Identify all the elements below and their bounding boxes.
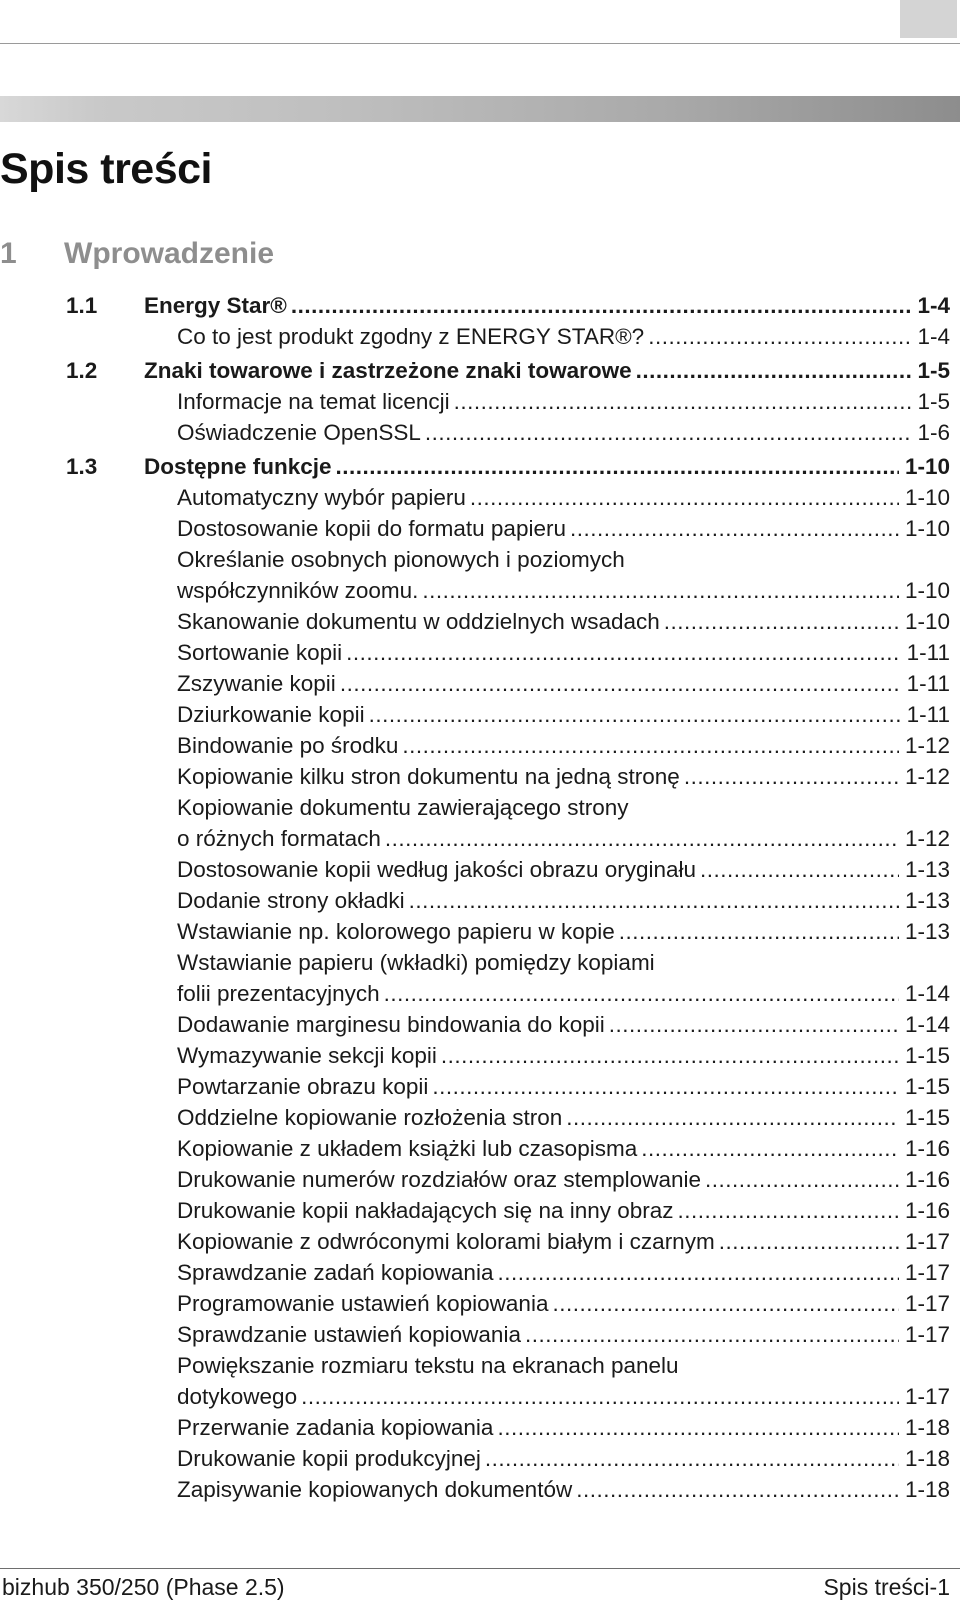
footer-rule bbox=[0, 1568, 960, 1569]
toc-entry-label: Wstawianie papieru (wkładki) pomiędzy kopiami bbox=[177, 950, 655, 975]
toc-page-number: 1-5 bbox=[917, 389, 950, 414]
toc-page-number: 1-16 bbox=[904, 1136, 950, 1161]
toc-entry[interactable] bbox=[0, 761, 960, 792]
toc-page-number: 1-13 bbox=[904, 919, 950, 944]
toc-entry[interactable] bbox=[0, 1133, 960, 1164]
toc-entry-label: Zapisywanie kopiowanych dokumentów bbox=[177, 1477, 573, 1502]
toc-entry[interactable] bbox=[0, 575, 960, 606]
toc-entry-label: Sprawdzanie ustawień kopiowania bbox=[177, 1322, 521, 1347]
dot-leader bbox=[566, 513, 899, 544]
toc-page-number: 1-18 bbox=[904, 1477, 950, 1502]
toc-entry-label: Dodanie strony okładki bbox=[177, 888, 405, 913]
toc-page-number: 1-12 bbox=[904, 733, 950, 758]
toc-section-entry[interactable] bbox=[0, 355, 960, 386]
dot-leader bbox=[342, 637, 901, 668]
toc-entry[interactable] bbox=[0, 1226, 960, 1257]
dot-leader bbox=[493, 1412, 899, 1443]
toc-page-number: 1-5 bbox=[917, 358, 950, 383]
dot-leader bbox=[493, 1257, 898, 1288]
toc-entry-label: Powtarzanie obrazu kopii bbox=[177, 1074, 429, 1099]
toc-entry[interactable] bbox=[0, 1009, 960, 1040]
toc-entry-label: dotykowego bbox=[177, 1384, 298, 1409]
toc-entry-label: Sortowanie kopii bbox=[177, 640, 343, 665]
toc-entry-wrapped[interactable] bbox=[0, 792, 960, 823]
toc-page-number: 1-17 bbox=[904, 1260, 950, 1285]
toc-page-number: 1-4 bbox=[917, 293, 950, 318]
dot-leader bbox=[615, 916, 899, 947]
header-rule bbox=[0, 43, 960, 44]
toc-section-number: 1.3 bbox=[66, 454, 98, 479]
toc-page-number: 1-14 bbox=[904, 1012, 950, 1037]
toc-page-number: 1-15 bbox=[904, 1043, 950, 1068]
toc-entry[interactable] bbox=[0, 668, 960, 699]
toc-entry-label: Kopiowanie kilku stron dokumentu na jedną stronę bbox=[177, 764, 680, 789]
dot-leader bbox=[428, 1071, 899, 1102]
toc-entry-label: Drukowanie kopii produkcyjnej bbox=[177, 1446, 481, 1471]
dot-leader bbox=[572, 1474, 899, 1505]
toc-entry[interactable] bbox=[0, 885, 960, 916]
toc-entry-label: Dostosowanie kopii do formatu papieru bbox=[177, 516, 566, 541]
dot-leader bbox=[644, 321, 911, 352]
footer-product: bizhub 350/250 (Phase 2.5) bbox=[2, 1574, 285, 1600]
toc-section-entry[interactable] bbox=[0, 451, 960, 482]
dot-leader bbox=[381, 823, 899, 854]
toc-section-number: 1.1 bbox=[66, 293, 98, 318]
dot-leader bbox=[287, 290, 912, 321]
toc-entry-label: Programowanie ustawień kopiowania bbox=[177, 1291, 549, 1316]
toc-page-number: 1-14 bbox=[904, 981, 950, 1006]
toc-entry[interactable] bbox=[0, 1102, 960, 1133]
dot-leader bbox=[380, 978, 899, 1009]
toc-page-number: 1-17 bbox=[904, 1322, 950, 1347]
toc-entry-label: Powiększanie rozmiaru tekstu na ekranach panelu bbox=[177, 1353, 679, 1378]
toc-page-number: 1-15 bbox=[904, 1074, 950, 1099]
toc-entry-label: Bindowanie po środku bbox=[177, 733, 399, 758]
toc-entry[interactable] bbox=[0, 1412, 960, 1443]
toc-entry-wrapped[interactable] bbox=[0, 947, 960, 978]
toc-page-number: 1-11 bbox=[906, 702, 950, 727]
toc-page-number: 1-11 bbox=[906, 640, 950, 665]
header-gradient-bar bbox=[0, 96, 960, 122]
toc-entry[interactable] bbox=[0, 386, 960, 417]
toc-page-number: 1-10 bbox=[904, 609, 950, 634]
dot-leader bbox=[521, 1319, 899, 1350]
toc-entry[interactable] bbox=[0, 1195, 960, 1226]
dot-leader bbox=[418, 575, 899, 606]
toc-page-number: 1-10 bbox=[904, 454, 950, 479]
toc-entry[interactable] bbox=[0, 637, 960, 668]
dot-leader bbox=[548, 1288, 898, 1319]
footer-page-number: Spis treści-1 bbox=[823, 1574, 950, 1600]
toc-entry-label: Informacje na temat licencji bbox=[177, 389, 450, 414]
toc-entry[interactable] bbox=[0, 854, 960, 885]
toc-page-number: 1-17 bbox=[904, 1229, 950, 1254]
dot-leader bbox=[637, 1133, 899, 1164]
toc-page-number: 1-18 bbox=[904, 1415, 950, 1440]
toc-page-number: 1-10 bbox=[904, 485, 950, 510]
toc-page-number: 1-13 bbox=[904, 857, 950, 882]
toc-page-number: 1-12 bbox=[904, 764, 950, 789]
toc-entry[interactable] bbox=[0, 482, 960, 513]
table-of-contents bbox=[0, 290, 960, 1505]
toc-entry-label: Dostosowanie kopii według jakości obrazu oryginału bbox=[177, 857, 697, 882]
toc-entry-label: Automatyczny wybór papieru bbox=[177, 485, 466, 510]
toc-entry[interactable] bbox=[0, 1474, 960, 1505]
toc-entry[interactable] bbox=[0, 417, 960, 448]
toc-entry[interactable] bbox=[0, 823, 960, 854]
dot-leader bbox=[632, 355, 912, 386]
toc-entry[interactable] bbox=[0, 1040, 960, 1071]
dot-leader bbox=[605, 1009, 899, 1040]
toc-entry-label: Wstawianie np. kolorowego papieru w kopie bbox=[177, 919, 615, 944]
toc-entry-label: Dostępne funkcje bbox=[144, 454, 332, 479]
chapter-title: Wprowadzenie bbox=[64, 237, 275, 270]
toc-entry-label: Zszywanie kopii bbox=[177, 671, 336, 696]
toc-entry-label: Znaki towarowe i zastrzeżone znaki towarowe bbox=[144, 358, 632, 383]
dot-leader bbox=[437, 1040, 899, 1071]
toc-entry-wrapped[interactable] bbox=[0, 544, 960, 575]
toc-entry-label: Energy Star® bbox=[144, 293, 287, 318]
dot-leader bbox=[715, 1226, 899, 1257]
dot-leader bbox=[297, 1381, 899, 1412]
toc-entry-label: Dodawanie marginesu bindowania do kopii bbox=[177, 1012, 605, 1037]
dot-leader bbox=[421, 417, 912, 448]
toc-entry[interactable] bbox=[0, 1319, 960, 1350]
toc-entry-label: Wymazywanie sekcji kopii bbox=[177, 1043, 437, 1068]
toc-entry-label: Oświadczenie OpenSSL bbox=[177, 420, 421, 445]
toc-entry[interactable] bbox=[0, 1257, 960, 1288]
dot-leader bbox=[696, 854, 899, 885]
toc-page-number: 1-13 bbox=[904, 888, 950, 913]
dot-leader bbox=[674, 1195, 899, 1226]
toc-entry[interactable] bbox=[0, 606, 960, 637]
toc-entry-label: Dziurkowanie kopii bbox=[177, 702, 365, 727]
page-title: Spis treści bbox=[0, 145, 212, 193]
dot-leader bbox=[701, 1164, 899, 1195]
toc-entry-label: Określanie osobnych pionowych i poziomych bbox=[177, 547, 625, 572]
toc-page-number: 1-4 bbox=[917, 324, 950, 349]
toc-page-number: 1-16 bbox=[904, 1198, 950, 1223]
toc-entry-label: Drukowanie numerów rozdziałów oraz stemplowanie bbox=[177, 1167, 701, 1192]
toc-entry-label: Drukowanie kopii nakładających się na inny obraz bbox=[177, 1198, 674, 1223]
dot-leader bbox=[680, 761, 899, 792]
dot-leader bbox=[398, 730, 899, 761]
toc-page-number: 1-17 bbox=[904, 1384, 950, 1409]
toc-entry-wrapped[interactable] bbox=[0, 1350, 960, 1381]
toc-page-number: 1-17 bbox=[904, 1291, 950, 1316]
toc-page-number: 1-12 bbox=[904, 826, 950, 851]
toc-entry-label: Przerwanie zadania kopiowania bbox=[177, 1415, 494, 1440]
toc-entry[interactable] bbox=[0, 1381, 960, 1412]
toc-section-entry[interactable] bbox=[0, 290, 960, 321]
toc-page-number: 1-10 bbox=[904, 516, 950, 541]
toc-entry-label: folii prezentacyjnych bbox=[177, 981, 380, 1006]
toc-entry[interactable] bbox=[0, 699, 960, 730]
toc-entry-label: Kopiowanie dokumentu zawierającego strony bbox=[177, 795, 629, 820]
toc-entry[interactable] bbox=[0, 1288, 960, 1319]
toc-entry[interactable] bbox=[0, 916, 960, 947]
toc-page-number: 1-15 bbox=[904, 1105, 950, 1130]
chapter-number: 1 bbox=[0, 237, 17, 270]
toc-page-number: 1-11 bbox=[906, 671, 950, 696]
toc-entry[interactable] bbox=[0, 978, 960, 1009]
toc-entry[interactable] bbox=[0, 321, 960, 352]
dot-leader bbox=[466, 482, 899, 513]
toc-section-number: 1.2 bbox=[66, 358, 98, 383]
dot-leader bbox=[660, 606, 899, 637]
dot-leader bbox=[562, 1102, 899, 1133]
toc-entry-label: Co to jest produkt zgodny z ENERGY STAR®? bbox=[177, 324, 645, 349]
dot-leader bbox=[450, 386, 912, 417]
toc-entry[interactable] bbox=[0, 730, 960, 761]
toc-page-number: 1-10 bbox=[904, 578, 950, 603]
dot-leader bbox=[332, 451, 899, 482]
header-corner-tab bbox=[900, 0, 957, 38]
dot-leader bbox=[405, 885, 899, 916]
dot-leader bbox=[365, 699, 901, 730]
toc-entry-label: Sprawdzanie zadań kopiowania bbox=[177, 1260, 494, 1285]
toc-entry[interactable] bbox=[0, 1071, 960, 1102]
toc-entry-label: o różnych formatach bbox=[177, 826, 381, 851]
toc-entry[interactable] bbox=[0, 1443, 960, 1474]
toc-entry-label: Kopiowanie z układem książki lub czasopisma bbox=[177, 1136, 638, 1161]
toc-page-number: 1-16 bbox=[904, 1167, 950, 1192]
dot-leader bbox=[481, 1443, 899, 1474]
toc-entry-label: Kopiowanie z odwróconymi kolorami białym i czarnym bbox=[177, 1229, 715, 1254]
toc-page-number: 1-18 bbox=[904, 1446, 950, 1471]
dot-leader bbox=[336, 668, 901, 699]
toc-entry-label: współczynników zoomu. bbox=[177, 578, 419, 603]
toc-entry-label: Skanowanie dokumentu w oddzielnych wsadach bbox=[177, 609, 660, 634]
toc-entry-label: Oddzielne kopiowanie rozłożenia stron bbox=[177, 1105, 563, 1130]
toc-entry[interactable] bbox=[0, 513, 960, 544]
toc-page-number: 1-6 bbox=[917, 420, 950, 445]
toc-entry[interactable] bbox=[0, 1164, 960, 1195]
